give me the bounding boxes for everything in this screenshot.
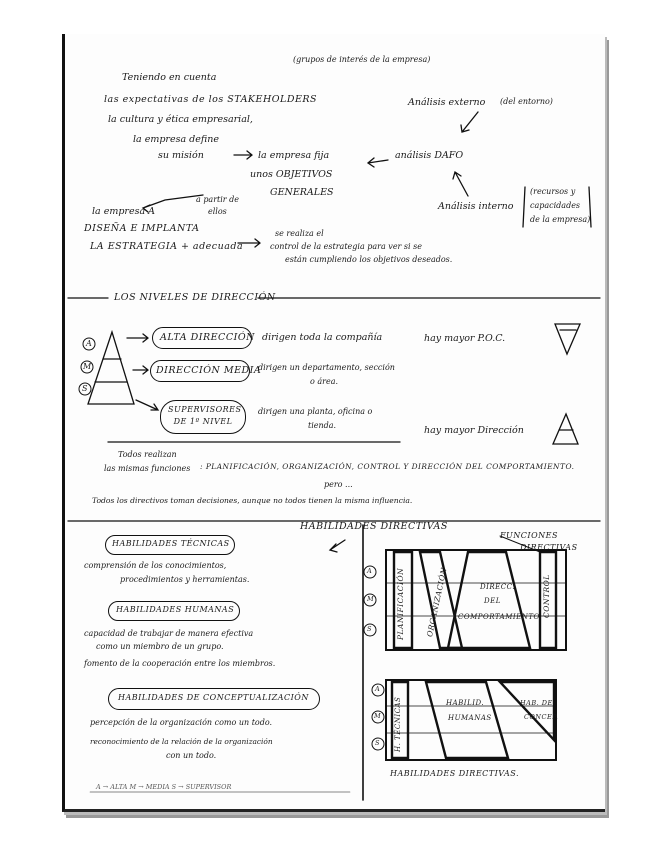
direcc-label-1: DIRECC. [480, 583, 515, 591]
interno-note-1: (recursos y [530, 187, 576, 196]
supervisores-label: SUPERVISORES DE 1º NIVEL [168, 405, 242, 426]
triangle-icon [553, 414, 578, 444]
interno-note-3: de la empresa) [530, 215, 591, 224]
empresa-a: la empresa A [92, 206, 156, 217]
organizacion-label: ORGANIZACIÓN [425, 566, 449, 638]
pero: pero ... [324, 480, 353, 489]
todos-1: Todos realizan [118, 450, 177, 459]
funciones-title-2: DIRECTIVAS [520, 543, 578, 552]
line-3: la cultura y ética empresarial, [108, 114, 253, 125]
tecnicas-desc-1: comprensión de los conocimientos, [84, 561, 227, 570]
funciones-title-1: FUNCIONES [500, 531, 558, 540]
line-1: Teniendo en cuenta [122, 72, 217, 83]
inverted-triangle-icon [555, 324, 580, 354]
control-2: control de la estrategia para ver si se [270, 242, 422, 251]
externo-note: (del entorno) [500, 97, 553, 106]
diag2-letter-s: S [375, 739, 380, 747]
concept-label: HABILIDADES DE CONCEPTUALIZACIÓN [118, 693, 309, 702]
a-partir-2: ellos [208, 207, 227, 216]
diag-letter-a: A [367, 567, 372, 575]
funciones-list: : PLANIFICACIÓN, ORGANIZACIÓN, CONTROL Y DIRECCIÓN DEL COMPORTAMIENTO. [200, 462, 575, 471]
tecnicas-label: HABILIDADES TÉCNICAS [112, 539, 230, 548]
humanas-label: HABILIDADES HUMANAS [116, 605, 235, 614]
level-letter-a: A [86, 339, 92, 348]
diag2-letter-a: A [375, 685, 380, 693]
control-3: están cumpliendo los objetivos deseados. [285, 255, 453, 264]
humanas-desc-1: capacidad de trabajar de manera efectiva [84, 629, 254, 638]
diag-letter-s: S [367, 625, 372, 633]
fija-1: la empresa fija [258, 150, 330, 161]
analisis-interno: Análisis interno [438, 201, 514, 212]
humanas-desc-2: como un miembro de un grupo. [96, 642, 224, 651]
h-humanas-1: HABILID. [446, 699, 485, 707]
media-label: DIRECCIÓN MEDIA [156, 365, 262, 376]
h-humanas-2: HUMANAS [448, 714, 492, 722]
legend: A → ALTA M → MEDIA S → SUPERVISOR [96, 783, 232, 791]
diag2-letter-m: M [374, 712, 381, 720]
tecnicas-desc-2: procedimientos y herramientas. [120, 575, 250, 584]
alta-desc: dirigen toda la compañía [262, 332, 383, 343]
h-concept-1: HAB. DE [520, 699, 553, 707]
arrow-dafo-icon [368, 158, 388, 167]
h-concept-2: CONCEP. [524, 713, 559, 721]
line-5: su misión [158, 150, 204, 161]
level-letter-m: M [83, 362, 92, 371]
interno-note-2: capacidades [530, 201, 581, 210]
supervisores-desc-1: dirigen una planta, oficina o [258, 407, 373, 416]
todos-2: las mismas funciones [104, 464, 191, 473]
concept-desc-1: percepción de la organización como un todo. [90, 718, 273, 727]
analisis-dafo: análisis DAFO [395, 150, 464, 161]
planificacion-label: PLANIFICACIÓN [396, 567, 405, 640]
media-desc-2: o área. [310, 377, 338, 386]
estrategia: LA ESTRATEGIA + adecuada [90, 241, 244, 252]
arrow-mision-icon [234, 151, 252, 159]
fija-3: GENERALES [270, 187, 334, 198]
habilidades-heading: HABILIDADES DIRECTIVAS [300, 521, 448, 532]
alta-label: ALTA DIRECCIÓN [160, 332, 255, 343]
media-desc-1: dirigen un departamento, sección [258, 363, 395, 372]
arrow-interno-icon [453, 172, 468, 196]
line-2: las expectativas de los STAKEHOLDERS [104, 94, 318, 105]
humanas-desc-3: fomento de la cooperación entre los miembros. [84, 659, 276, 668]
a-partir-1: a partir de [196, 195, 240, 204]
mayor-dir: hay mayor Dirección [424, 425, 524, 436]
concept-desc-3: con un todo. [166, 751, 217, 760]
fija-2: unos OBJETIVOS [250, 169, 333, 180]
niveles-heading: LOS NIVELES DE DIRECCIÓN [114, 292, 276, 303]
control-1: se realiza el [275, 229, 324, 238]
concept-desc-2: reconocimiento de la relación de la organización [90, 737, 273, 746]
mayor-poc: hay mayor P.O.C. [424, 333, 506, 344]
direcc-label-3: COMPORTAMIENTO [458, 613, 540, 621]
grupos-note: (grupos de interés de la empresa) [293, 55, 431, 64]
analisis-externo: Análisis externo [408, 97, 486, 108]
line-4: la empresa define [133, 134, 219, 145]
direcc-label-2: DEL [484, 597, 501, 605]
supervisores-desc-2: tienda. [308, 421, 337, 430]
diagram-bottom-label: HABILIDADES DIRECTIVAS. [390, 769, 520, 778]
disena: DISEÑA E IMPLANTA [84, 223, 200, 234]
h-tecnicas-label: H. TÉCNICAS [394, 696, 402, 752]
control-label: CONTROL [542, 574, 551, 618]
diag-letter-m: M [367, 595, 374, 603]
level-letter-s: S [82, 384, 88, 393]
decisiones: Todos los directivos toman decisiones, aunque no todos tienen la misma influencia. [92, 496, 413, 505]
arrow-externo-icon [461, 112, 478, 132]
